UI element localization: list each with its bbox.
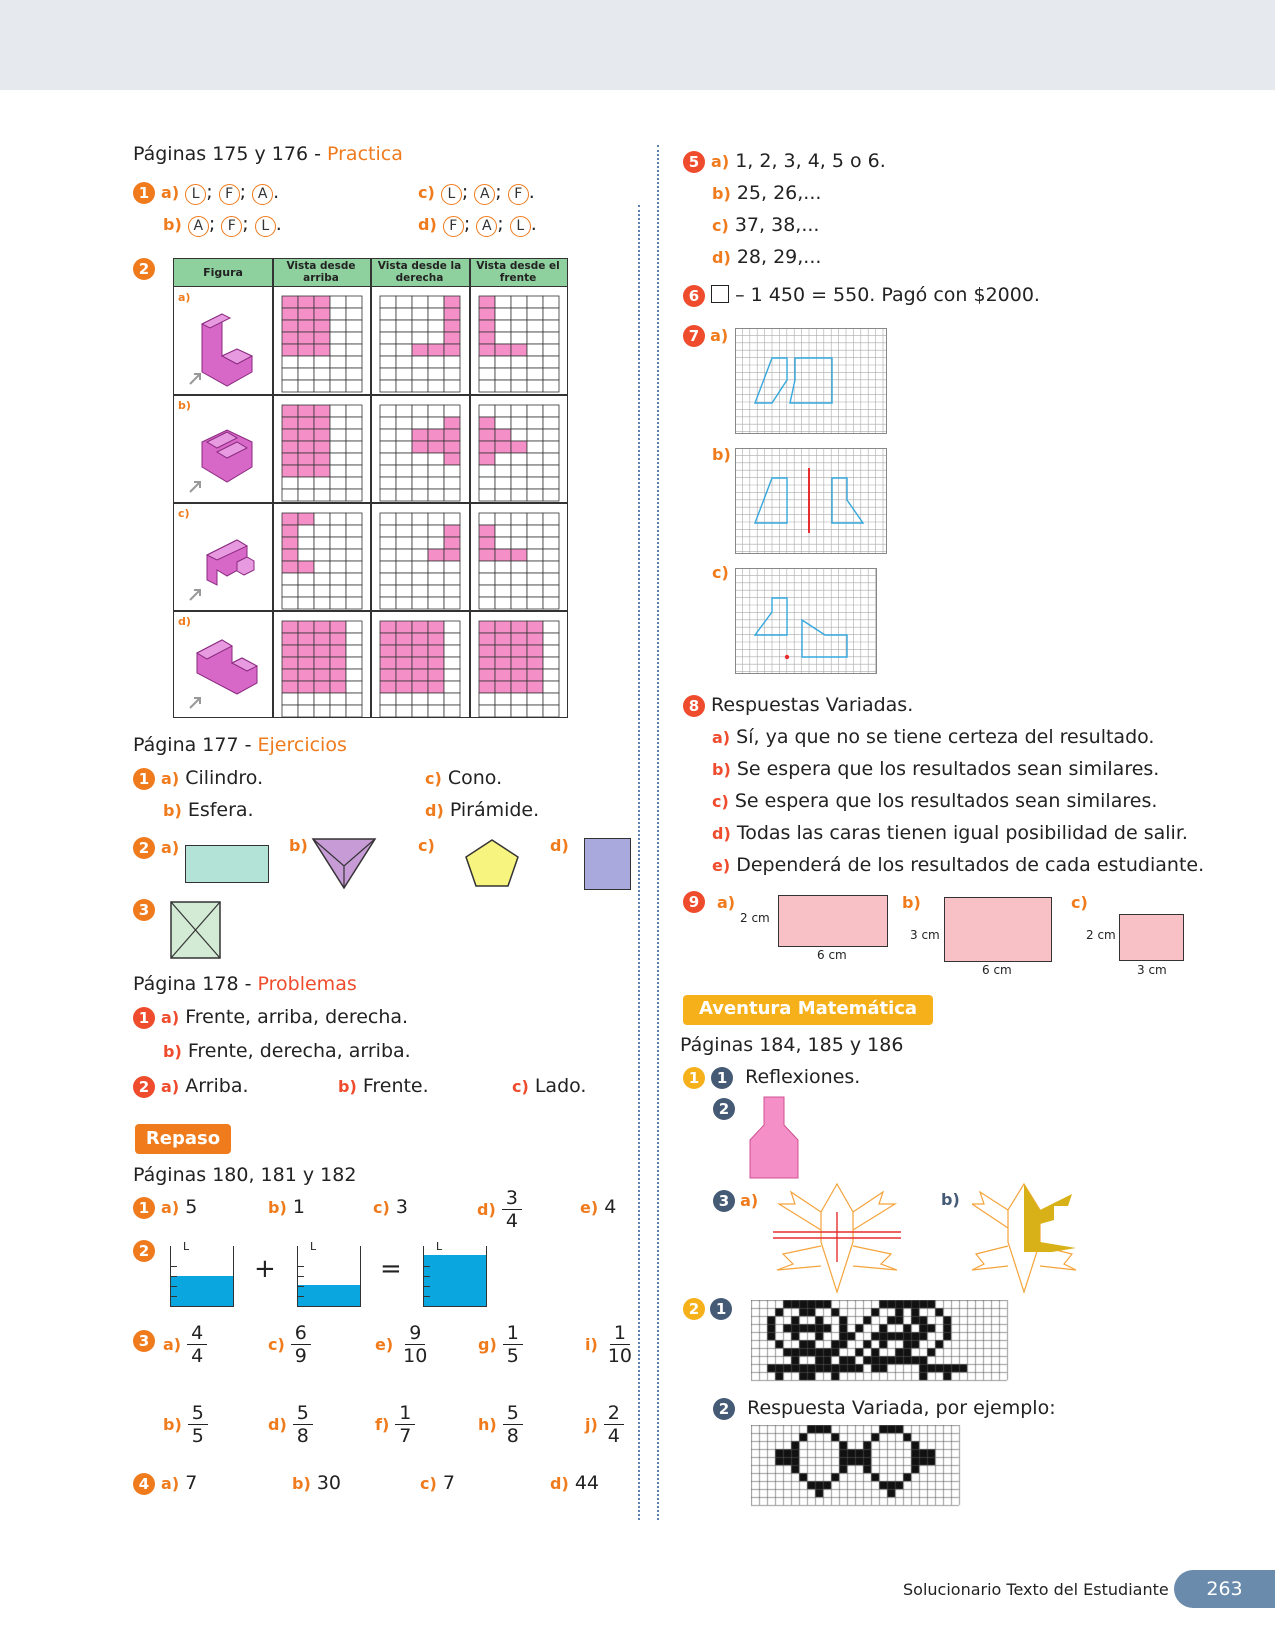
heading-repaso: Páginas 180, 181 y 182: [133, 1164, 357, 1186]
problemas-q1-b: b) Frente, derecha, arriba.: [163, 1040, 411, 1062]
view-grid-a-frente: [478, 295, 560, 393]
view-grid-c-derecha: [379, 512, 461, 610]
water-level: [424, 1255, 486, 1306]
view-grid-b-derecha: [379, 404, 461, 502]
column-divider-outer: [657, 145, 659, 1520]
repaso-q4-c: c) 7: [420, 1472, 455, 1494]
repaso-q3-d: d) $\frac{5}{8}$: [268, 1402, 313, 1447]
view-grid-d-arriba: [281, 620, 363, 718]
iso-figure-b: [182, 402, 267, 497]
view-grid-a-derecha: [379, 295, 461, 393]
practica-q1-c: c) L ; A ; F .: [418, 181, 535, 203]
q9-b-width: 6 cm: [982, 963, 1012, 977]
q9-c-width: 3 cm: [1137, 963, 1167, 977]
header-arriba: Vista desde arriba: [286, 260, 356, 284]
q8-d: d) Todas las caras tienen igual posibilidad de salir.: [712, 822, 1188, 844]
q7-b: b): [712, 445, 731, 464]
beaker-1: [170, 1240, 234, 1307]
problemas-q1-a: 1 a) Frente, arriba, derecha.: [133, 1006, 408, 1029]
ejercicios-q3: 3: [133, 899, 155, 921]
problemas-q2-a: 2 a) Arriba.: [133, 1075, 249, 1098]
q8-e: e) Dependerá de los resultados de cada estudiante.: [712, 854, 1205, 876]
repaso-q4-b: b) 30: [292, 1472, 341, 1494]
ejercicios-q2-d: d): [550, 836, 569, 855]
ejercicios-q2-c: c): [418, 836, 435, 855]
repaso-q1-c: c) 3: [373, 1196, 408, 1218]
q5-a: 5 a) 1, 2, 3, 4, 5 o 6.: [683, 150, 886, 173]
q9-number: 9: [683, 891, 705, 913]
pixel-pattern-2: [751, 1425, 964, 1507]
liter-unit: L: [183, 1240, 190, 1253]
q5-c: c) 37, 38,...: [712, 214, 820, 236]
repaso-q3-number: 3: [133, 1330, 155, 1352]
pixel-pattern-1: [751, 1300, 1013, 1382]
aventura-1-3-b: b): [941, 1190, 960, 1209]
q9-a-label: a): [717, 893, 736, 912]
q9-c-height: 2 cm: [1086, 928, 1116, 942]
row-label-c: c): [178, 507, 190, 520]
reflection-figure-b: [972, 1180, 1076, 1298]
question-number-2: 2: [133, 258, 155, 280]
row-label-a: a): [178, 291, 191, 304]
water-level: [171, 1276, 233, 1306]
heading-ejercicios: Página 177 - Ejercicios: [133, 734, 347, 756]
blank-box: [711, 285, 729, 303]
view-grid-b-arriba: [281, 404, 363, 502]
q9-b-height: 3 cm: [910, 928, 940, 942]
ejercicios-q1-d: d) Pirámide.: [425, 799, 540, 821]
view-grid-d-derecha: [379, 620, 461, 718]
view-grid-c-frente: [478, 512, 560, 610]
ejercicios-q1-b: b) Esfera.: [163, 799, 254, 821]
heading-practica: Páginas 175 y 176 - Practica: [133, 143, 403, 165]
plus-sign: +: [254, 1254, 276, 1284]
row-label-b: b): [178, 399, 191, 412]
q9-c-rect: [1119, 914, 1184, 961]
reflection-figure-a: [773, 1182, 901, 1298]
practica-q1-a: 1 a) L ; F ; A .: [133, 181, 279, 205]
iso-figure-a: [182, 294, 267, 389]
reflection-grid-b: [735, 448, 887, 554]
repaso-q3-g: g) $\frac{1}{5}$: [478, 1322, 523, 1367]
q8-a: a) Sí, ya que no se tiene certeza del resultado.: [712, 726, 1155, 748]
repaso-banner: Repaso: [135, 1124, 231, 1154]
square-shape: [584, 838, 631, 890]
top-band: [0, 0, 1275, 90]
practica-q1-b: b) A ; F ; L .: [163, 213, 282, 235]
rectangle-shape: [185, 845, 269, 883]
problemas-q2-c: c) Lado.: [512, 1075, 587, 1097]
equals-sign: =: [380, 1254, 402, 1284]
q9-b-rect: [944, 897, 1052, 962]
repaso-q3-a: a) $\frac{4}{4}$: [163, 1322, 207, 1367]
repaso-q4-a: 4 a) 7: [133, 1472, 197, 1495]
aventura-1-2: 2: [713, 1098, 735, 1120]
ejercicios-q1-a: 1 a) Cilindro.: [133, 767, 263, 790]
header-derecha: Vista desde la derecha: [377, 260, 462, 284]
repaso-q2: 2: [133, 1240, 155, 1262]
beaker-3: [423, 1240, 487, 1307]
q7-a: 7 a): [683, 325, 728, 347]
beaker-2: [297, 1240, 361, 1307]
pentagon-shape: [464, 838, 520, 888]
view-grid-a-arriba: [281, 295, 363, 393]
repaso-q3-c: c) $\frac{6}{9}$: [268, 1322, 311, 1367]
water-level: [298, 1285, 360, 1306]
views-table: [173, 258, 568, 718]
q9-a-rect: [778, 895, 888, 947]
triangle-shape: [310, 836, 378, 890]
repaso-q1-e: e) 4: [580, 1196, 617, 1218]
iso-figure-c: [182, 510, 267, 605]
problemas-q2-b: b) Frente.: [338, 1075, 429, 1097]
aventura-2-2: 2 Respuesta Variada, por ejemplo:: [713, 1397, 1056, 1420]
q8-b: b) Se espera que los resultados sean similares.: [712, 758, 1160, 780]
ejercicios-q2-b: b): [289, 836, 308, 855]
reflection-grid-a: [735, 328, 887, 434]
repaso-q3-h: h) $\frac{5}{8}$: [478, 1402, 523, 1447]
repaso-q3-j: j) $\frac{2}{4}$: [585, 1402, 624, 1447]
q9-a-height: 2 cm: [740, 911, 770, 925]
liter-unit: L: [310, 1240, 317, 1253]
view-grid-c-arriba: [281, 512, 363, 610]
repaso-q3-f: f) $\frac{1}{7}$: [375, 1402, 415, 1447]
heading-problemas: Página 178 - Problemas: [133, 973, 357, 995]
q9-b-label: b): [902, 893, 921, 912]
aventura-2-1: 2 1: [683, 1298, 732, 1320]
crossed-rectangle: [170, 901, 222, 959]
question-number-1: 1: [133, 182, 155, 204]
aventura-banner: Aventura Matemática: [683, 995, 933, 1025]
q8-c: c) Se espera que los resultados sean similares.: [712, 790, 1158, 812]
repaso-q4-d: d) 44: [550, 1472, 599, 1494]
q6: 6 – 1 450 = 550. Pagó con $2000.: [683, 284, 1040, 307]
ejercicios-q1-c: c) Cono.: [425, 767, 503, 789]
reflection-grid-c: [735, 568, 877, 674]
view-grid-b-frente: [478, 404, 560, 502]
repaso-q1-b: b) 1: [268, 1196, 305, 1218]
row-label-d: d): [178, 615, 191, 628]
q8-intro: 8 Respuestas Variadas.: [683, 694, 913, 717]
q5-b: b) 25, 26,...: [712, 182, 822, 204]
q9-a-width: 6 cm: [817, 948, 847, 962]
bottle-shape: [748, 1095, 802, 1180]
ejercicios-q2-a: 2 a): [133, 836, 179, 859]
repaso-q1-a: 1 a) 5: [133, 1196, 197, 1219]
liter-unit: L: [436, 1240, 443, 1253]
q9-c-label: c): [1071, 893, 1088, 912]
view-grid-d-frente: [478, 620, 560, 718]
repaso-q3-i: i) $\frac{1}{10}$: [585, 1322, 632, 1367]
repaso-q3-b: b) $\frac{5}{5}$: [163, 1402, 208, 1447]
q7-c: c): [712, 563, 729, 582]
column-divider-inner: [638, 205, 640, 1520]
footer-text: Solucionario Texto del Estudiante: [903, 1580, 1169, 1599]
iso-figure-d: [182, 618, 267, 713]
q5-d: d) 28, 29,...: [712, 246, 822, 268]
aventura-1-1: 1 1 Reflexiones.: [683, 1066, 860, 1089]
page-number: 263: [1174, 1570, 1275, 1608]
header-figura: Figura: [203, 266, 243, 279]
aventura-1-3: 3 a): [713, 1190, 758, 1212]
practica-q1-d: d) F ; A ; L .: [418, 213, 537, 235]
repaso-q1-d: d) $\frac{3}{4}$: [477, 1187, 522, 1232]
header-frente: Vista desde el frente: [476, 260, 560, 284]
repaso-q3-e: e) $\frac{9}{10}$: [375, 1322, 428, 1367]
heading-aventura: Páginas 184, 185 y 186: [680, 1034, 904, 1056]
